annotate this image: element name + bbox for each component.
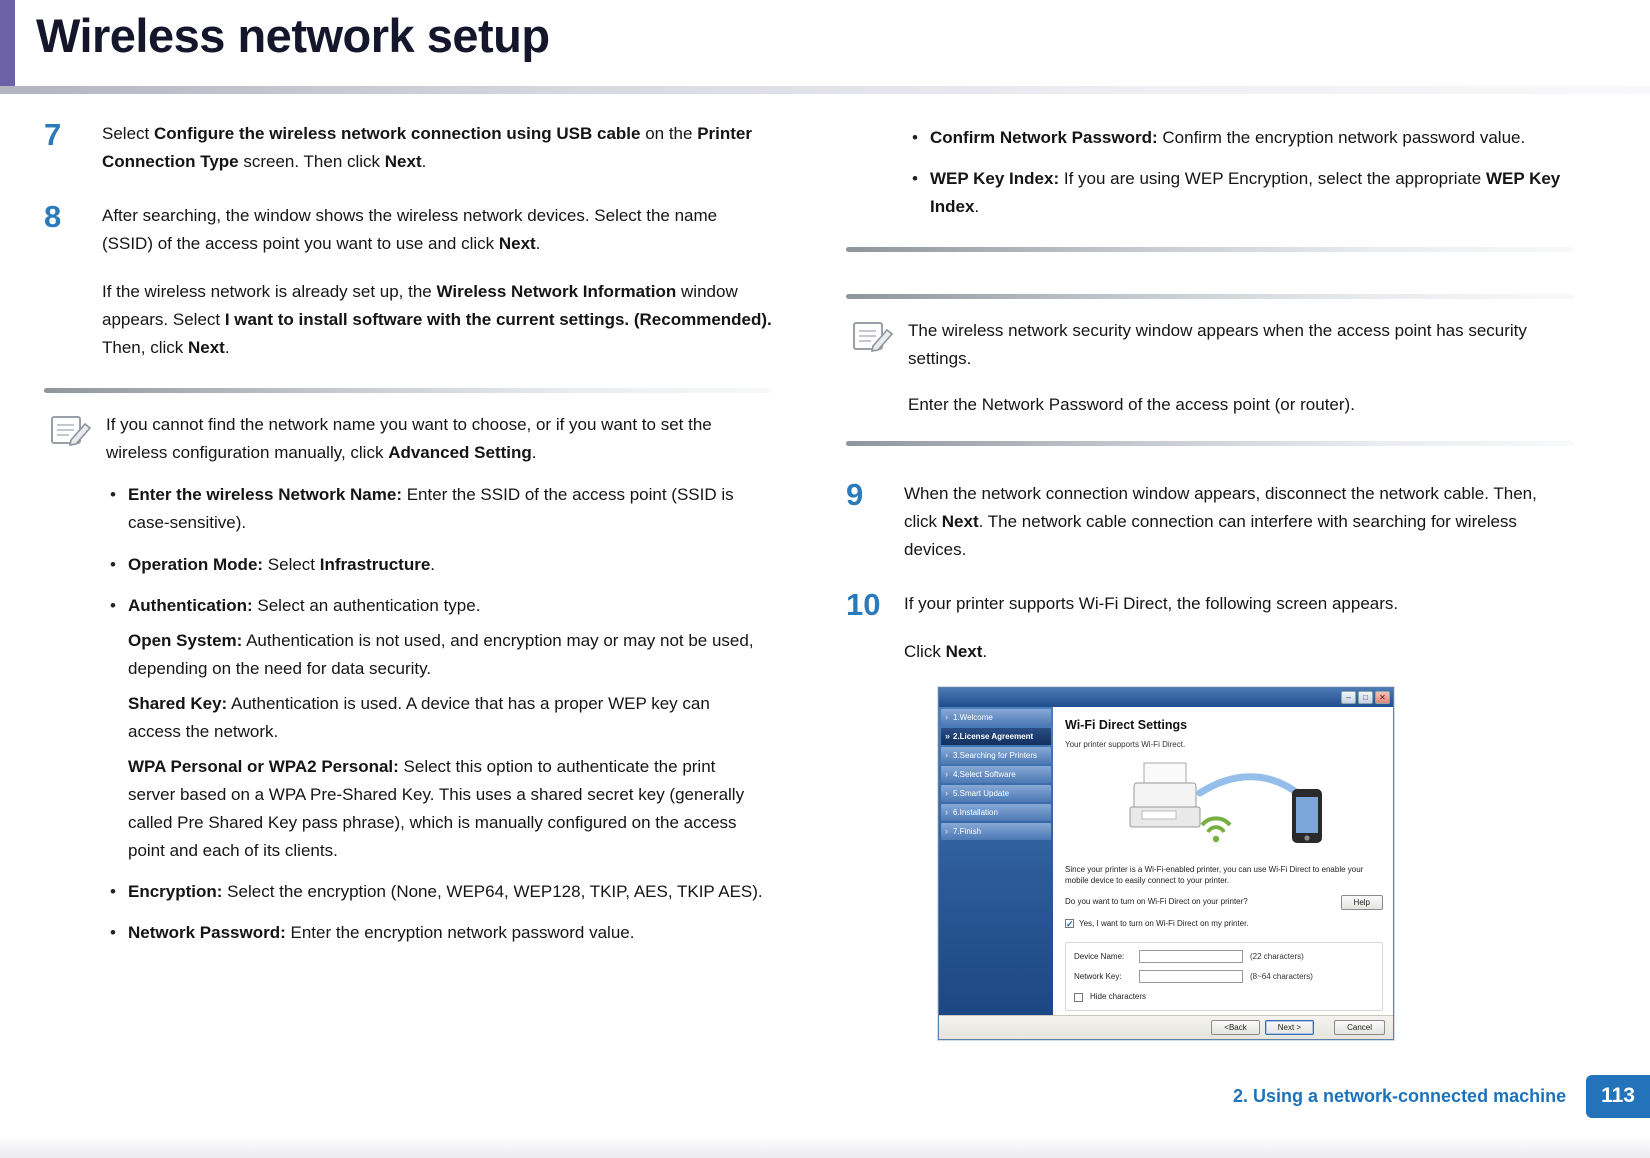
list-item: • Network Password: Enter the encryption network password value. bbox=[106, 919, 766, 947]
back-button[interactable]: <Back bbox=[1211, 1020, 1259, 1035]
wizard-step-searching[interactable]: › 3.Searching for Printers bbox=[941, 747, 1051, 764]
step-body bbox=[904, 590, 1574, 1039]
maximize-icon[interactable]: □ bbox=[1358, 691, 1373, 704]
list-item: • WEP Key Index: If you are using WEP Encryption, select the appropriate WEP Key Index. bbox=[908, 165, 1568, 221]
security-note-text-2: Enter the Network Password of the access point (or router). bbox=[908, 395, 1355, 415]
dialog-question: Do you want to turn on Wi-Fi Direct on your printer? bbox=[1065, 896, 1248, 906]
wifi-direct-dialog-screenshot bbox=[938, 687, 1394, 1040]
step-number: 10 bbox=[846, 587, 881, 623]
note-intro: If you cannot find the network name you want to choose, or if you want to set the wireless configuration manually, click Advanced Setting. bbox=[106, 415, 712, 463]
wizard-step-installation[interactable]: › 6.Installation bbox=[941, 804, 1051, 821]
step-7-text: Select Configure the wireless network connection using USB cable on the Printer Connection Type screen. Then click Next. bbox=[102, 124, 752, 172]
step-number: 9 bbox=[846, 477, 864, 513]
wizard-step-welcome[interactable]: › 1.Welcome bbox=[941, 709, 1051, 726]
list-item: • Confirm Network Password: Confirm the encryption network password value. bbox=[908, 124, 1568, 152]
note-pencil-icon bbox=[50, 413, 92, 449]
footer-section-label: 2. Using a network-connected machine bbox=[1233, 1086, 1567, 1106]
step-10-text-2: Click Next. bbox=[904, 642, 988, 662]
step-number: 8 bbox=[44, 199, 62, 235]
network-key-input[interactable] bbox=[1139, 970, 1243, 983]
cancel-button[interactable]: Cancel bbox=[1334, 1020, 1385, 1035]
hide-characters-checkbox[interactable] bbox=[1074, 993, 1083, 1002]
step-7 bbox=[44, 117, 772, 176]
list-item: • Operation Mode: Select Infrastructure. bbox=[106, 551, 766, 579]
checkbox-label: Yes, I want to turn on Wi-Fi Direct on my printer. bbox=[1079, 918, 1249, 928]
device-name-hint: (22 characters) bbox=[1250, 952, 1304, 962]
shared-key-text: Shared Key: Authentication is used. A device that has a proper WEP key can access the network. bbox=[128, 693, 710, 741]
wizard-step-license[interactable]: » 2.License Agreement bbox=[941, 728, 1051, 745]
wpa-personal-text: WPA Personal or WPA2 Personal: Select this option to authenticate the print server based on a WPA Pre-Shared Key. This uses a shared secret key (generally called Pre Shared Key pass phrase), which is manually configured on the access point and each of its clients. bbox=[128, 756, 745, 860]
step-body bbox=[904, 480, 1574, 564]
header-divider bbox=[0, 86, 1650, 94]
page-footer bbox=[1233, 1075, 1650, 1118]
security-note-text-1: The wireless network security window appears when the access point has security settings. bbox=[908, 321, 1527, 369]
step-number: 7 bbox=[44, 117, 62, 152]
dialog-title: Wi-Fi Direct Settings bbox=[1065, 717, 1188, 732]
turn-on-wifi-direct-checkbox[interactable] bbox=[1065, 919, 1074, 928]
minimize-icon[interactable]: – bbox=[1341, 691, 1356, 704]
step-8 bbox=[44, 199, 772, 362]
wizard-step-smart-update[interactable]: › 5.Smart Update bbox=[941, 785, 1051, 802]
page-title: Wireless network setup bbox=[36, 9, 550, 62]
list-item: • Authentication: Select an authentication type. Open System: Authentication is not used, and encryption may or may not be used, depending on the need for data security. Shared Key: Authentication is used. A device that has a proper WEP key can access the network. WPA Personal or WPA2 Personal: Select this option to authenticate the print server based on a WPA Pre-Shared Key. This uses a shared secret key (generally called Pre Shared Key pass phrase), which is manually configured on the access point and each of its clients. bbox=[106, 592, 766, 865]
list-item: • Enter the wireless Network Name: Enter the SSID of the access point (SSID is case-sensitive). bbox=[106, 481, 766, 537]
dialog-body-text: Since your printer is a Wi-Fi-enabled printer, you can use Wi-Fi Direct to enable your mobile device to easily connect to your printer. bbox=[1065, 865, 1364, 886]
advanced-setting-options bbox=[106, 481, 766, 947]
page-number-badge: 113 bbox=[1586, 1075, 1650, 1118]
device-name-label: Device Name: bbox=[1074, 952, 1125, 962]
network-key-label: Network Key: bbox=[1074, 972, 1122, 982]
dialog-main bbox=[1053, 707, 1393, 1015]
step-10-text-1: If your printer supports Wi-Fi Direct, the following screen appears. bbox=[904, 594, 1399, 614]
step-9-text: When the network connection window appears, disconnect the network cable. Then, click Next. The network cable connection can interfere with searching for wireless devices. bbox=[904, 484, 1537, 560]
printer-phone-illustration bbox=[1065, 751, 1383, 859]
left-column bbox=[44, 117, 772, 1066]
close-icon[interactable]: ✕ bbox=[1375, 691, 1390, 704]
step-8-text-1: After searching, the window shows the wireless network devices. Select the name (SSID) of the access point you want to use and click Next. bbox=[102, 206, 718, 254]
note-security bbox=[846, 294, 1574, 446]
wizard-sidebar bbox=[939, 707, 1053, 1015]
step-body bbox=[102, 202, 772, 362]
bottom-strip bbox=[0, 1136, 1650, 1158]
list-item: • Encryption: Select the encryption (None, WEP64, WEP128, TKIP, AES, TKIP AES). bbox=[106, 878, 766, 906]
wizard-step-finish[interactable]: › 7.Finish bbox=[941, 823, 1051, 840]
note-advanced-setting-continued bbox=[846, 120, 1574, 247]
network-key-hint: (8~64 characters) bbox=[1250, 972, 1313, 982]
dialog-button-bar bbox=[939, 1015, 1393, 1039]
note-advanced-setting bbox=[44, 388, 772, 969]
content-columns bbox=[44, 117, 1614, 1066]
dialog-subtitle: Your printer supports Wi-Fi Direct. bbox=[1065, 740, 1186, 750]
step-8-text-2: If the wireless network is already set up, the Wireless Network Information window appears. Select I want to install software with the current settings. (Recommended). Then, click Next. bbox=[102, 282, 772, 358]
accent-bar bbox=[0, 0, 15, 92]
step-10 bbox=[846, 587, 1574, 1039]
step-9 bbox=[846, 477, 1574, 564]
next-button[interactable]: Next > bbox=[1265, 1020, 1314, 1035]
open-system-text: Open System: Authentication is not used, and encryption may or may not be used, depending on the need for data security. bbox=[128, 630, 754, 678]
hide-characters-label: Hide characters bbox=[1090, 992, 1147, 1002]
wifi-direct-fields bbox=[1065, 942, 1383, 1011]
device-name-input[interactable] bbox=[1139, 950, 1243, 963]
right-column bbox=[846, 120, 1574, 1066]
help-button[interactable]: Help bbox=[1341, 895, 1383, 910]
wizard-step-select-software[interactable]: › 4.Select Software bbox=[941, 766, 1051, 783]
step-body bbox=[102, 120, 772, 176]
dialog-titlebar bbox=[939, 688, 1393, 707]
note-pencil-icon bbox=[852, 319, 894, 355]
